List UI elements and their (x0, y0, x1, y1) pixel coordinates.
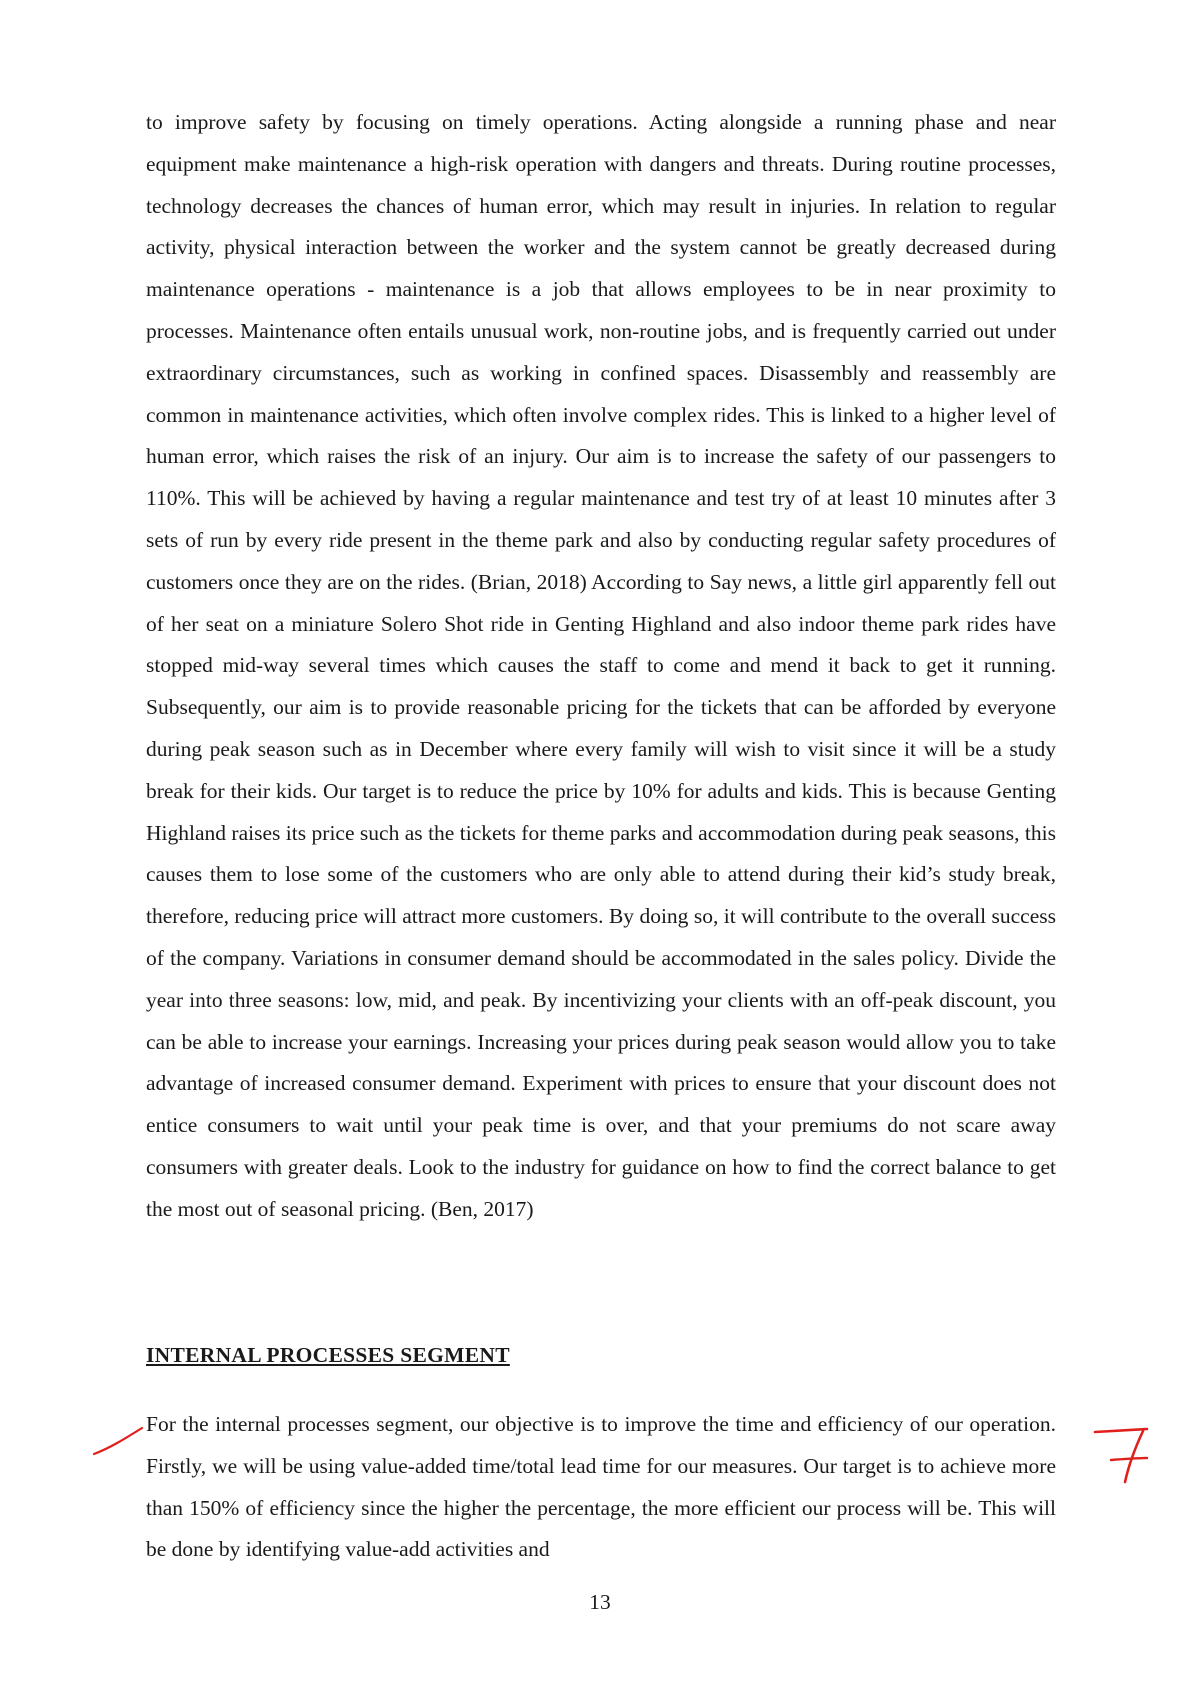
red-tick-icon (90, 1420, 150, 1460)
page-number: 13 (589, 1590, 611, 1614)
body-paragraph-2: For the internal processes segment, our objective is to improve the time and efficiency of our operation. Firstly, we will be using value-added time/total lead time for our measures. Our target is to achieve more than 150% of efficiency since the higher the percentage, the more efficient our process will be. This will be done by identifying value-add activities and (146, 1412, 1056, 1562)
red-tick-stroke (94, 1428, 142, 1454)
body-paragraph-1: to improve safety by focusing on timely operations. Acting alongside a running phase and near equipment make maintenance a high-risk operation with dangers and threats. During routine processes, technology decreases the chances of human error, which may result in injuries. In relation to regular activity, physical interaction between the worker and the system cannot be greatly decreased during maintenance operations - maintenance is a job that allows employees to be in near proximity to processes. Maintenance often entails unusual work, non-routine jobs, and is frequently carried out under extraordinary circumstances, such as working in confined spaces. Disassembly and reassembly are common in maintenance activities, which often involve complex rides. This is linked to a higher level of human error, which raises the risk of an injury. Our aim is to increase the safety of our passengers to 110%. This will be achieved by having a regular maintenance and test try of at least 10 minutes after 3 sets of run by every ride present in the theme park and also by conducting regular safety procedures of customers once they are on the rides. (Brian, 2018) According to Say news, a little girl apparently fell out of her seat on a miniature Solero Shot ride in Genting Highland and also indoor theme park rides have stopped mid-way several times which causes the staff to come and mend it back to get it running. Subsequently, our aim is to provide reasonable pricing for the tickets that can be afforded by everyone during peak season such as in December where every family will wish to visit since it will be a study break for their kids. Our target is to reduce the price by 10% for adults and kids. This is because Genting Highland raises its price such as the tickets for theme parks and accommodation during peak seasons, this causes them to lose some of the customers who are only able to attend during their kid’s study break, therefore, reducing price will attract more customers. By doing so, it will contribute to the overall success of the company. Variations in consumer demand should be accommodated in the sales policy. Divide the year into three seasons: low, mid, and peak. By incentivizing your clients with an off-peak discount, you can be able to increase your earnings. Increasing your prices during peak season would allow you to take advantage of increased consumer demand. Experiment with prices to ensure that your discount does not entice consumers to wait until your peak time is over, and that your premiums do not scare away consumers with greater deals. Look to the industry for guidance on how to find the correct balance to get the most out of seasonal pricing. (Ben, 2017) (146, 110, 1056, 1221)
handwritten-grade-mark (1085, 1418, 1155, 1488)
section-heading: INTERNAL PROCESSES SEGMENT (146, 1343, 510, 1367)
grade-seven-cross-stroke (1111, 1458, 1147, 1460)
grade-seven-top-stroke (1095, 1429, 1147, 1432)
grade-seven-diagonal-stroke (1125, 1431, 1143, 1482)
